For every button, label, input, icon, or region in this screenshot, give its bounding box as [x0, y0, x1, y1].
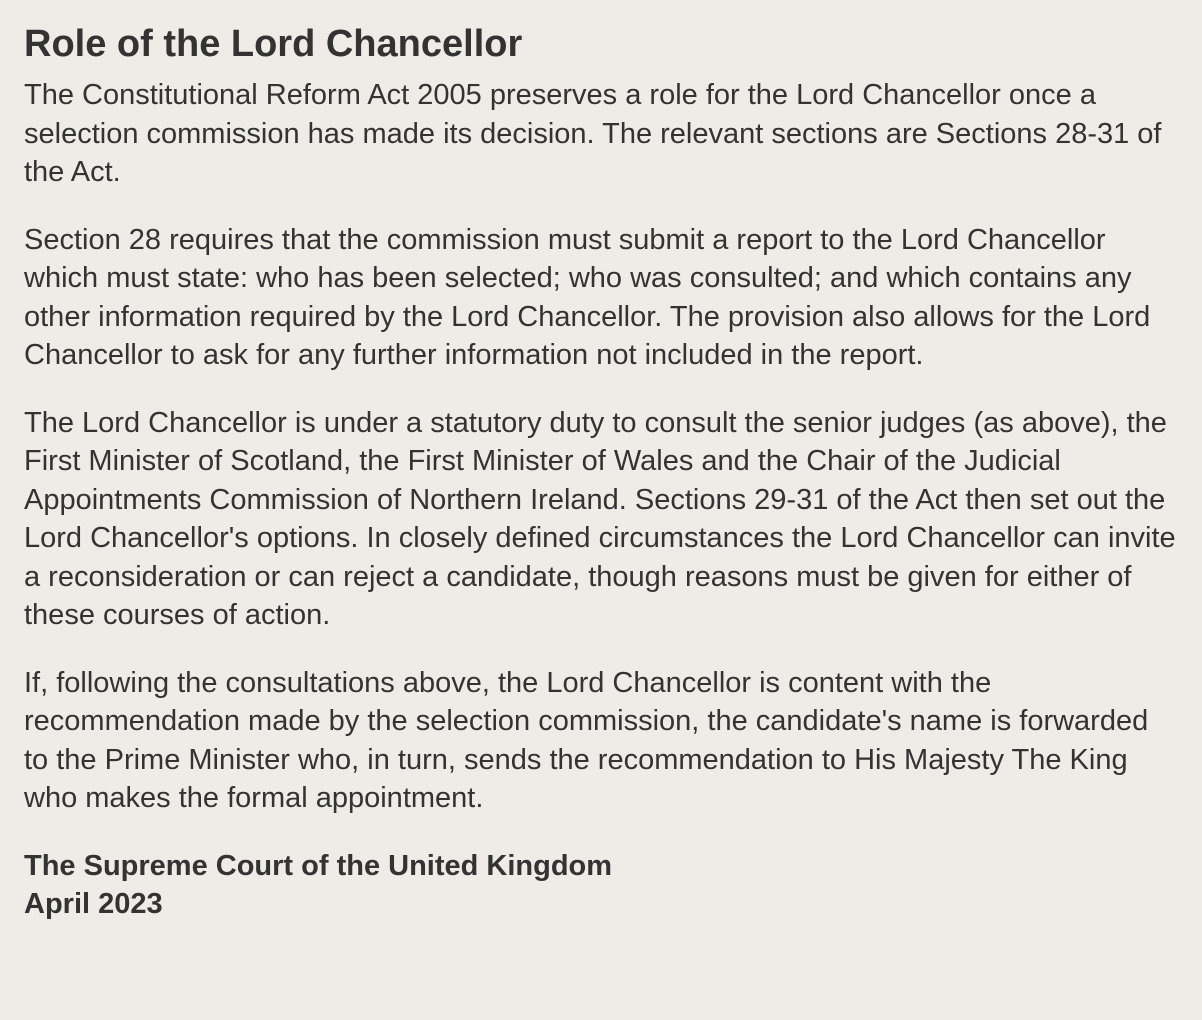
footer-date: April 2023	[24, 888, 163, 920]
page-title: Role of the Lord Chancellor	[24, 23, 523, 65]
paragraph-consultation-duty: The Lord Chancellor is under a statutory duty to consult the senior judges (as above), the First Minister of Scotland, the First Minister of Wales and the Chair of the Judicial Appointments Commission of Northern Ireland. Sections 29-31 of the Act then set out the Lord Chancellor's options. In closely defined circumstances the Lord Chancellor can invite a reconsideration or can reject a candidate, though reasons must be given for either of these courses of action.	[24, 406, 1176, 631]
paragraph-appointment: If, following the consultations above, the Lord Chancellor is content with the recommendation made by the selection commission, the candidate's name is forwarded to the Prime Minister who, in turn, sends the recommendation to His Majesty The King who makes the formal appointment.	[24, 666, 1149, 814]
footer-organisation: The Supreme Court of the United Kingdom	[24, 849, 613, 882]
document-footer	[24, 847, 1178, 924]
paragraph-section-28: Section 28 requires that the commission must submit a report to the Lord Chancellor which must state: who has been selected; who was consulted; and which contains any other information required by the Lord Chancellor. The provision also allows for the Lord Chancellor to ask for any further information not included in the report.	[24, 223, 1151, 371]
paragraph-intro: The Constitutional Reform Act 2005 preserves a role for the Lord Chancellor once a selection commission has made its decision. The relevant sections are Sections 28-31 of the Act.	[24, 79, 1162, 188]
